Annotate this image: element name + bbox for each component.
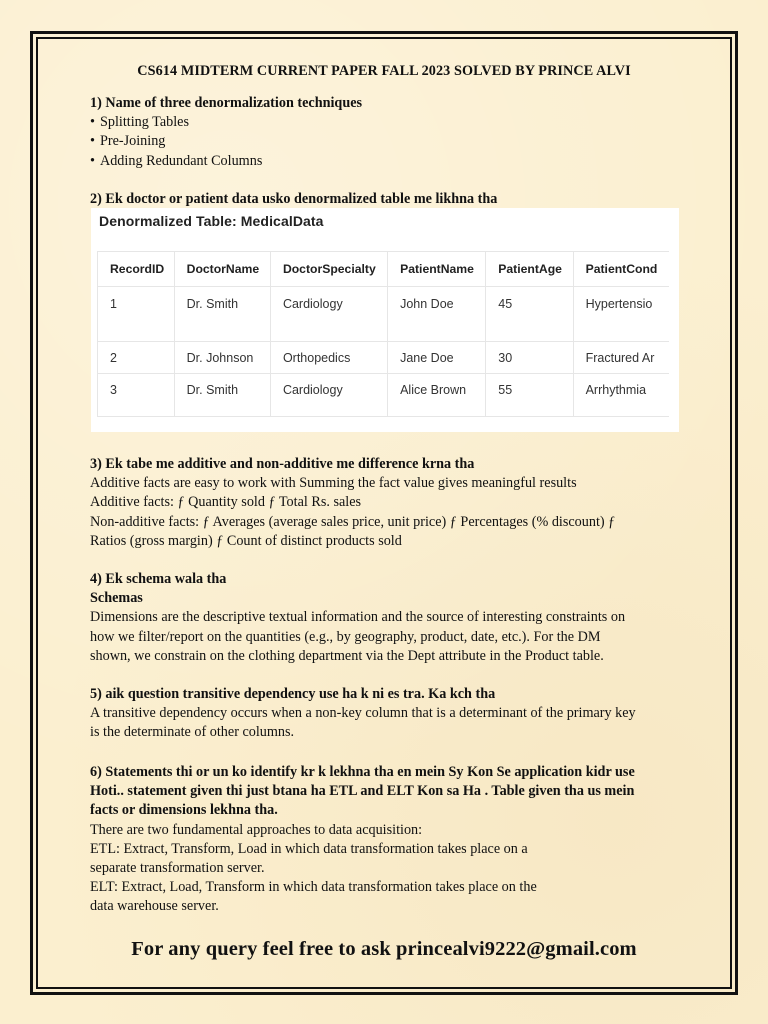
answer-line: separate transformation server. xyxy=(90,860,265,877)
question-4 xyxy=(90,570,690,666)
answer-line: ELT: Extract, Load, Transform in which data transformation takes place on the xyxy=(90,879,537,896)
table-cell: John Doe xyxy=(388,287,486,342)
answer-line: shown, we constrain on the clothing department via the Dept attribute in the Product table. xyxy=(90,647,604,664)
table-cell: Cardiology xyxy=(270,374,387,417)
answer-line: Additive facts: ƒ Quantity sold ƒ Total Rs. sales xyxy=(90,494,362,511)
table-cell: Dr. Smith xyxy=(174,374,270,417)
question-5-heading: 5) aik question transitive dependency use ha k ni es tra. Ka kch tha xyxy=(90,686,496,702)
table-cell: 45 xyxy=(486,287,573,342)
column-header: DoctorSpecialty xyxy=(270,252,387,287)
answer-line: Ratios (gross margin) ƒ Count of distinct products sold xyxy=(90,532,402,549)
question-6-heading: facts or dimensions lekhna tha. xyxy=(90,802,278,819)
answer-line: A transitive dependency occurs when a non-key column that is a determinant of the primary key xyxy=(90,705,636,722)
question-5 xyxy=(90,685,690,743)
answer-line: There are two fundamental approaches to data acquisition: xyxy=(90,821,423,838)
list-item: • Adding Redundant Columns xyxy=(90,152,690,171)
question-6-heading: 6) Statements thi or un ko identify kr k lekhna tha en mein Sy Kon Se application kidr use xyxy=(90,764,635,780)
answer-line: Additive facts are easy to work with Summing the fact value gives meaningful results xyxy=(90,475,577,492)
question-4-heading: 4) Ek schema wala tha xyxy=(90,571,227,587)
column-header: DoctorName xyxy=(174,252,270,287)
question-2-heading: 2) Ek doctor or patient data usko denormalized table me likhna tha xyxy=(90,191,498,207)
page-title: CS614 MIDTERM CURRENT PAPER FALL 2023 SOLVED BY PRINCE ALVI xyxy=(137,63,631,79)
table-row xyxy=(98,374,680,417)
column-header: RecordID xyxy=(98,252,175,287)
list-item: • Pre-Joining xyxy=(90,132,690,151)
answer-line: how we filter/report on the quantities (e.g., by geography, product, date, etc.). For the DM xyxy=(90,628,601,645)
answer-line: is the determinate of other columns. xyxy=(90,724,295,741)
table-cell: Fractured Ar xyxy=(573,342,679,374)
table-row xyxy=(98,342,680,374)
table-cell: 1 xyxy=(98,287,175,342)
question-1-heading: 1) Name of three denormalization techniques xyxy=(90,95,363,111)
column-header: PatientAge xyxy=(486,252,573,287)
table-cell: Orthopedics xyxy=(270,342,387,374)
table-cell: Dr. Smith xyxy=(174,287,270,342)
table-cell: Alice Brown xyxy=(388,374,486,417)
question-1 xyxy=(90,94,690,171)
table-cell: Arrhythmia xyxy=(573,374,679,417)
answer-line: ETL: Extract, Transform, Load in which data transformation takes place on a xyxy=(90,840,528,857)
answer-line: Non-additive facts: ƒ Averages (average sales price, unit price) ƒ Percentages (% discount) ƒ xyxy=(90,513,616,530)
table-title: Denormalized Table: MedicalData xyxy=(99,213,324,229)
table-cell: 30 xyxy=(486,342,573,374)
medical-data-table xyxy=(97,251,679,417)
table-cell: Hypertensio xyxy=(573,287,679,342)
medical-data-table-image xyxy=(91,208,679,432)
table-cell: 55 xyxy=(486,374,573,417)
column-header: PatientName xyxy=(388,252,486,287)
table-cell: Cardiology xyxy=(270,287,387,342)
table-clip-edge xyxy=(669,208,679,432)
answer-line: data warehouse server. xyxy=(90,898,219,915)
question-3 xyxy=(90,455,690,551)
table-cell: Jane Doe xyxy=(388,342,486,374)
question-4-subheading: Schemas xyxy=(90,590,143,607)
table-cell: 2 xyxy=(98,342,175,374)
question-3-heading: 3) Ek tabe me additive and non-additive me difference krna tha xyxy=(90,456,475,472)
table-cell: Dr. Johnson xyxy=(174,342,270,374)
table-cell: 3 xyxy=(98,374,175,417)
question-6 xyxy=(90,763,690,917)
contact-footer: For any query feel free to ask princealvi9222@gmail.com xyxy=(131,938,637,960)
column-header: PatientCond xyxy=(573,252,679,287)
table-row xyxy=(98,287,680,342)
answer-line: Dimensions are the descriptive textual information and the source of interesting constraints on xyxy=(90,609,626,626)
list-item: • Splitting Tables xyxy=(90,113,690,132)
question-6-heading: Hoti.. statement given thi just btana ha ETL and ELT Kon sa Ha . Table given tha us mein xyxy=(90,783,635,800)
